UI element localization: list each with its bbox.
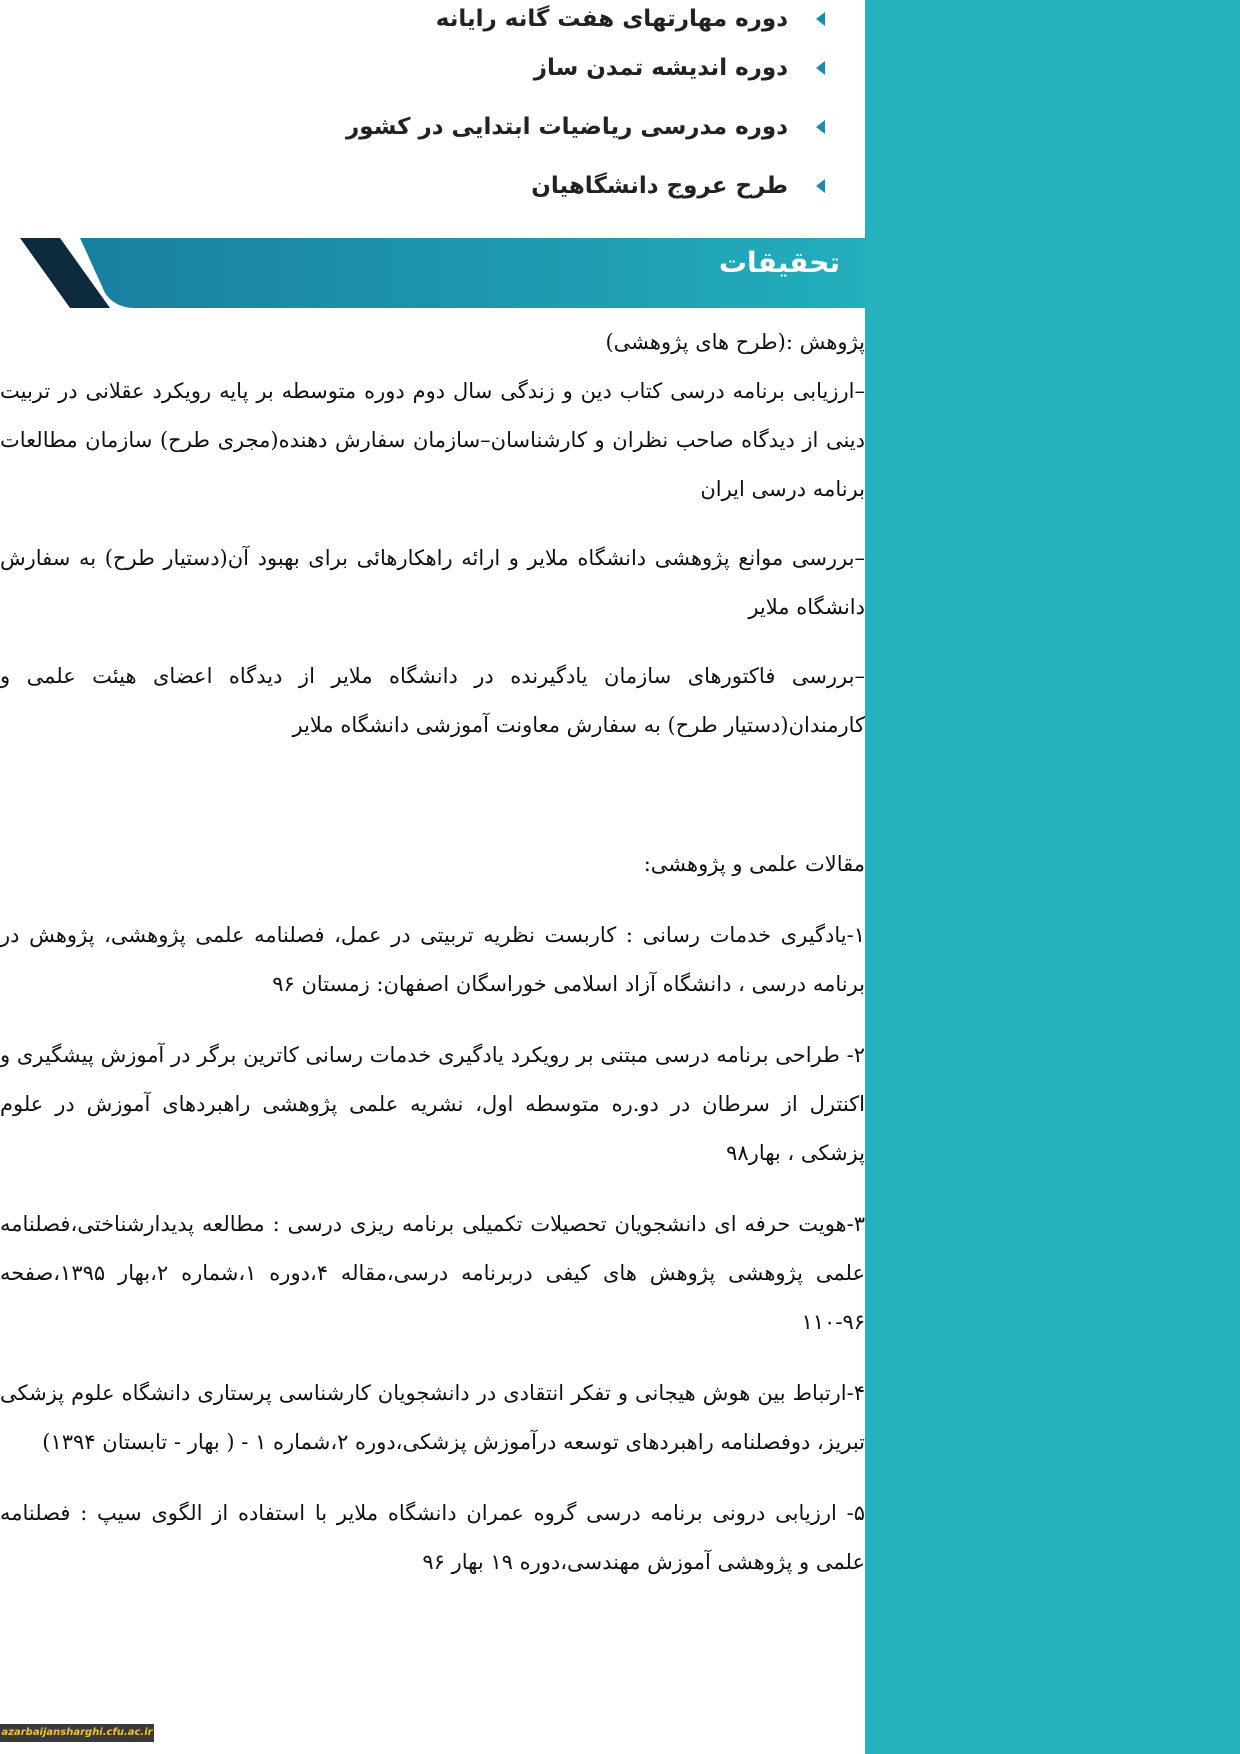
list-item [45, 0, 865, 38]
research-heading: پژوهش :(طرح های پژوهشی) [605, 330, 865, 354]
triangle-bullet-icon [816, 120, 825, 134]
course-label: دوره مدرسی ریاضیات ابتدایی در کشور [346, 113, 788, 140]
footer-logo: azarbaijansharghi.cfu.ac.ir [0, 1724, 154, 1742]
article-item: ۳-هویت حرفه ای دانشجویان تحصیلات تکمیلی برنامه ریزی درسی : مطالعه پدیدارشناختی،فصلنامه علمی پژوهشی پژوهش های کیفی دربرنامه درسی،مقاله ۴،دوره ۱،شماره ۲،بهار ۱۳۹۵،صفحه ۹۶-۱۱۰ [0, 1212, 866, 1334]
course-label: دوره اندیشه تمدن ساز [533, 54, 788, 81]
triangle-bullet-icon [816, 179, 825, 193]
list-item [45, 97, 865, 156]
course-label: دوره مهارتهای هفت گانه رایانه [435, 6, 788, 32]
course-label: طرح عروج دانشگاهیان [531, 172, 788, 199]
article-item: ۲- طراحی برنامه درسی مبتنی بر رویکرد یادگیری خدمات رسانی کاترین برگر در آموزش پیشگیری و اکنترل از سرطان در دو.ره متوسطه اول، نشریه علمی پژوهشی راهبردهای آموزش در علوم پزشکی ، بهار۹۸ [0, 1043, 865, 1165]
document-body [0, 318, 865, 1587]
article-item: ۱-یادگیری خدمات رسانی : کاربست نظریه تربیتی در عمل، فصلنامه علمی پژوهشی، پژوهش در برنامه درسی ، دانشگاه آزاد اسلامی خوراسگان اصفهان: زمستان ۹۶ [0, 923, 865, 996]
article-item: ۴-ارتباط بین هوش هیجانی و تفکر انتقادی در دانشجویان کارشناسی پرستاری دانشگاه علوم پزشکی تبریز، دوفصلنامه راهبردهای توسعه درآموزش پزشکی،دوره ۲،شماره ۱ - ( بهار - تابستان ۱۳۹۴) [0, 1381, 865, 1454]
section-banner [20, 238, 865, 308]
research-item: –بررسی موانع پژوهشی دانشگاه ملایر و ارائه راهکارهائی برای بهبود آن(دستیار طرح) به سفارش دانشگاه ملایر [0, 546, 865, 619]
section-title: تحقیقات [718, 246, 840, 279]
list-item [45, 38, 865, 97]
triangle-bullet-icon [816, 61, 825, 75]
list-item [45, 156, 865, 215]
course-list [45, 0, 865, 215]
triangle-bullet-icon [816, 12, 825, 26]
side-bar [865, 0, 1240, 1754]
article-item: ۵- ارزیابی درونی برنامه درسی گروه عمران دانشگاه ملایر با استفاده از الگوی سیپ : فصلنامه علمی و پژوهشی آموزش مهندسی،دوره ۱۹ بهار ۹۶ [0, 1501, 865, 1574]
research-item: –بررسی فاکتورهای سازمان یادگیرنده در دانشگاه ملایر از دیدگاه اعضای هیئت علمی و کارمندان(دستیار طرح) به سفارش معاونت آموزشی دانشگاه ملایر [0, 664, 865, 737]
articles-heading: مقالات علمی و پژوهشی: [643, 852, 865, 876]
research-item: –ارزیابی برنامه درسی کتاب دین و زندگی سال دوم دوره متوسطه بر پایه رویکرد عقلانی در تربیت دینی از دیدگاه صاحب نظران و کارشناسان–سازمان سفارش دهنده(مجری طرح) سازمان مطالعات برنامه درسی ایران [0, 379, 865, 501]
